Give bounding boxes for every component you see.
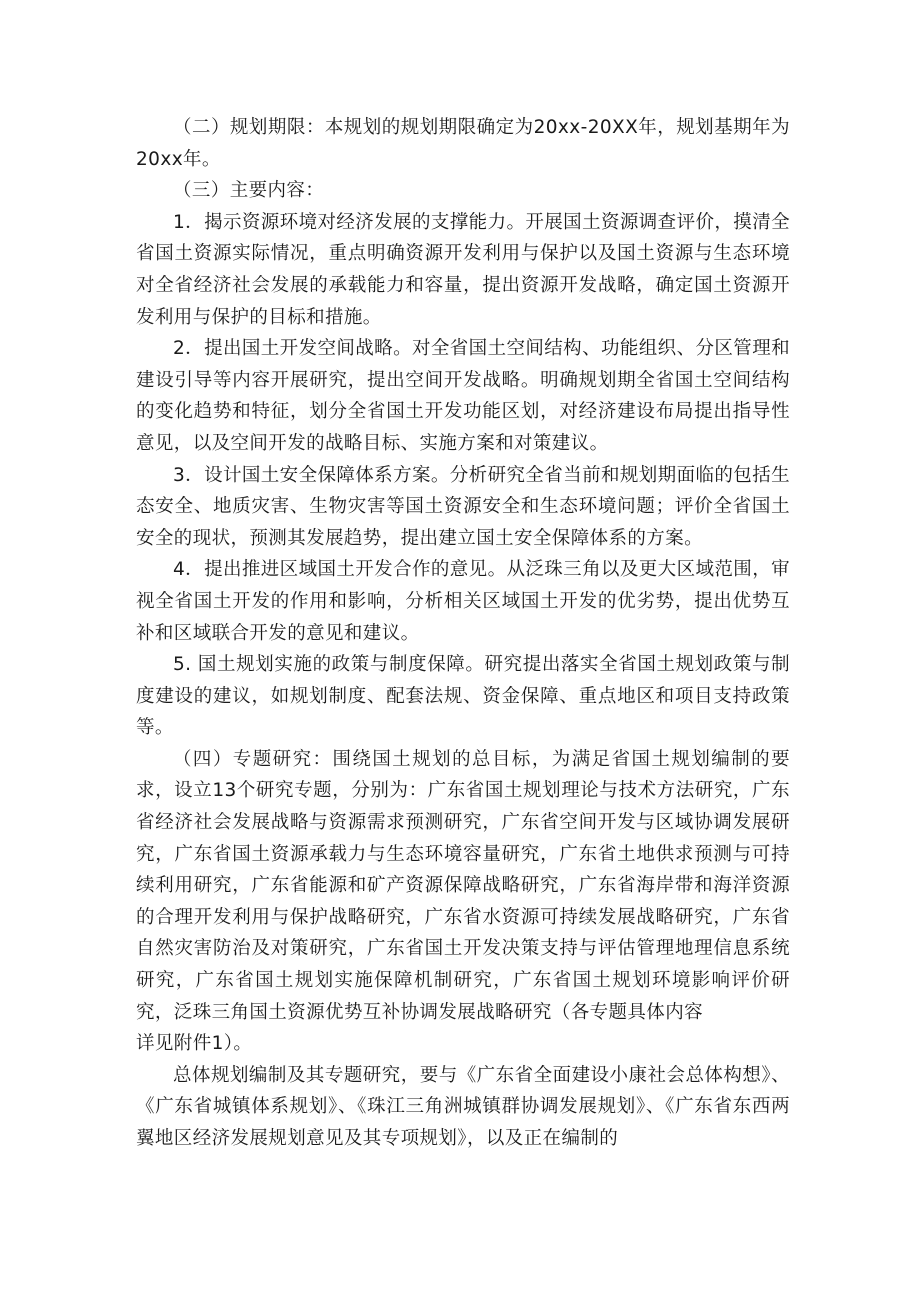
paragraph-item-2: 2．提出国土开发空间战略。对全省国土空间结构、功能组织、分区管理和建设引导等内容开展研究，提出空间开发战略。明确规划期全省国土空间结构的变化趋势和特征，划分全省国土开发功能区划，对经济建设布局提出指导性意见，以及空间开发的战略目标、实施方案和对策建议。 — [136, 338, 790, 454]
paragraph-item-3: 3．设计国土安全保障体系方案。分析研究全省当前和规划期面临的包括生态安全、地质灾害、生物灾害等国土资源安全和生态环境问题；评价全省国土安全的现状，预测其发展趋势，提出建立国土安全保障体系的方案。 — [136, 464, 790, 549]
paragraph-overall-planning: 总体规划编制及其专题研究，要与《广东省全面建设小康社会总体构想》、《广东省城镇体系规划》、《珠江三角洲城镇群协调发展规划》、《广东省东西两翼地区经济发展规划意见及其专项规划》，以及正在编制的 — [136, 1064, 790, 1149]
paragraph-main-content-heading: （三）主要内容： — [173, 180, 325, 202]
paragraph-item-1: 1．揭示资源环境对经济发展的支撑能力。开展国土资源调查评价，摸清全省国土资源实际情况，重点明确资源开发利用与保护以及国土资源与生态环境对全省经济社会发展的承载能力和容量，提出资源开发战略，确定国土资源开发利用与保护的目标和措施。 — [136, 211, 790, 328]
paragraph-planning-period: （二）规划期限：本规划的规划期限确定为20xx-20XX年，规划基期年为20xx年。 — [136, 117, 790, 170]
paragraph-item-4: 4．提出推进区域国土开发合作的意见。从泛珠三角以及更大区域范围，审视全省国土开发的作用和影响，分析相关区域国土开发的优劣势，提出优势互补和区域联合开发的意见和建议。 — [136, 559, 790, 644]
paragraph-attachment-note: 详见附件1）。 — [136, 1033, 253, 1055]
paragraph-special-research: （四）专题研究：围绕国土规划的总目标，为满足省国土规划编制的要求，设立13个研究专题，分别为：广东省国土规划理论与技术方法研究，广东省经济社会发展战略与资源需求预测研究，广东省空间开发与区域协调发展研究，广东省国土资源承载力与生态环境容量研究，广东省土地供求预测与可持续利用研究，广东省能源和矿产资源保障战略研究，广东省海岸带和海洋资源的合理开发利用与保护战略研究，广东省水资源可持续发展战略研究，广东省自然灾害防治及对策研究，广东省国土开发决策支持与评估管理地理信息系统研究，广东省国土规划实施保障机制研究，广东省国土规划环境影响评价研究，泛珠三角国土资源优势互补协调发展战略研究（各专题具体内容 — [136, 748, 790, 1023]
document-body — [136, 112, 790, 1155]
paragraph-item-5: 5. 国土规划实施的政策与制度保障。研究提出落实全省国土规划政策与制度建设的建议，如规划制度、配套法规、资金保障、重点地区和项目支持政策等。 — [136, 654, 790, 739]
